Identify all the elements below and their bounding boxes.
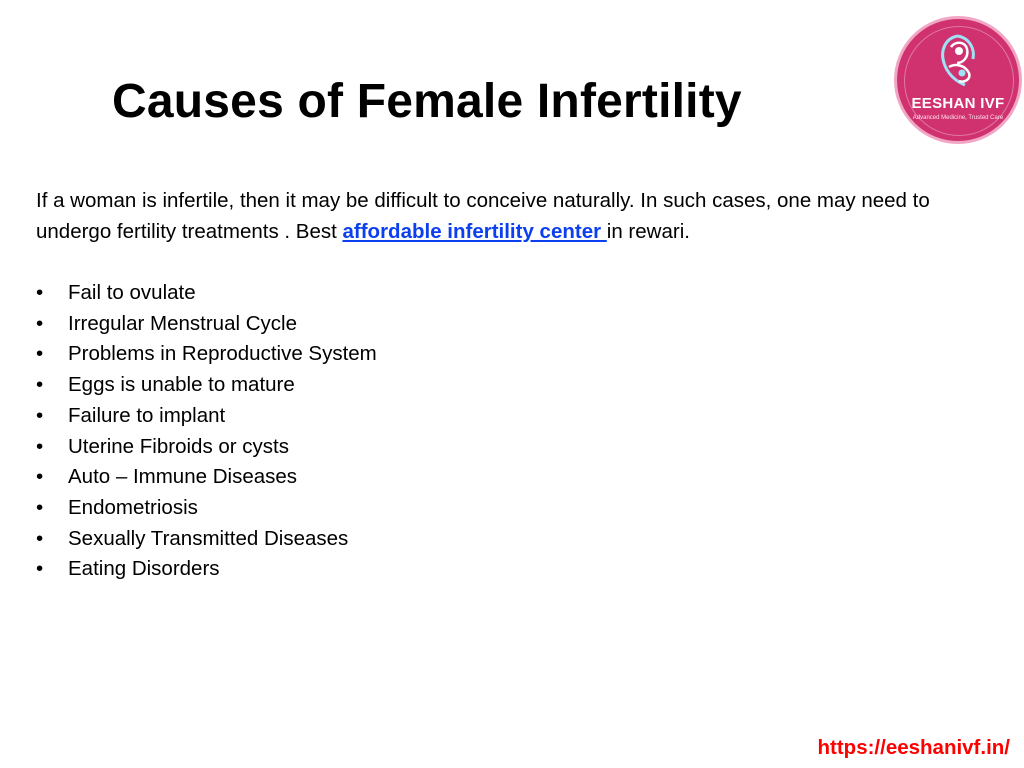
list-item-text: Irregular Menstrual Cycle xyxy=(68,311,297,335)
list-item xyxy=(36,493,377,524)
list-item-text: Eating Disorders xyxy=(68,557,220,581)
list-item xyxy=(36,309,377,340)
list-item-text: Problems in Reproductive System xyxy=(68,342,377,366)
list-item xyxy=(36,401,377,432)
list-item-text: Failure to implant xyxy=(68,403,226,427)
logo-tagline: Advanced Medicine, Trusted Care xyxy=(912,115,1004,121)
causes-list xyxy=(36,278,377,585)
eeshan-ivf-logo xyxy=(894,16,1022,144)
bullet: • xyxy=(36,434,44,458)
website-link[interactable]: https://eeshanivf.in/ xyxy=(817,736,1010,759)
list-item-text: Uterine Fibroids or cysts xyxy=(68,434,290,458)
list-item xyxy=(36,462,377,493)
bullet: • xyxy=(36,557,44,581)
list-item xyxy=(36,370,377,401)
bullet: • xyxy=(36,403,44,427)
mother-baby-emblem-icon xyxy=(935,33,981,91)
bullet: • xyxy=(36,495,44,519)
bullet: • xyxy=(36,311,44,335)
list-item xyxy=(36,278,377,309)
logo-name: EESHAN IVF xyxy=(911,95,1005,112)
list-item-text: Auto – Immune Diseases xyxy=(68,465,298,489)
bullet: • xyxy=(36,373,44,397)
infertility-center-link[interactable]: affordable infertility center xyxy=(342,220,607,243)
bullet: • xyxy=(36,342,44,366)
bullet: • xyxy=(36,465,44,489)
list-item xyxy=(36,339,377,370)
list-item xyxy=(36,524,377,555)
list-item-text: Sexually Transmitted Diseases xyxy=(68,526,349,550)
intro-paragraph xyxy=(36,185,956,247)
list-item-text: Fail to ovulate xyxy=(68,281,196,304)
list-item-text: Endometriosis xyxy=(68,495,198,519)
list-item-text: Eggs is unable to mature xyxy=(68,373,295,397)
intro-text-before: If a woman is infertile, then it may be difficult to conceive naturally. In such cases, one may need to undergo fertility treatments . Best xyxy=(36,189,930,243)
bullet: • xyxy=(36,526,44,550)
slide-title: Causes of Female Infertility xyxy=(112,75,742,128)
intro-text-after: in rewari. xyxy=(606,220,690,243)
list-item xyxy=(36,432,377,463)
list-item xyxy=(36,554,377,585)
bullet: • xyxy=(36,281,44,304)
